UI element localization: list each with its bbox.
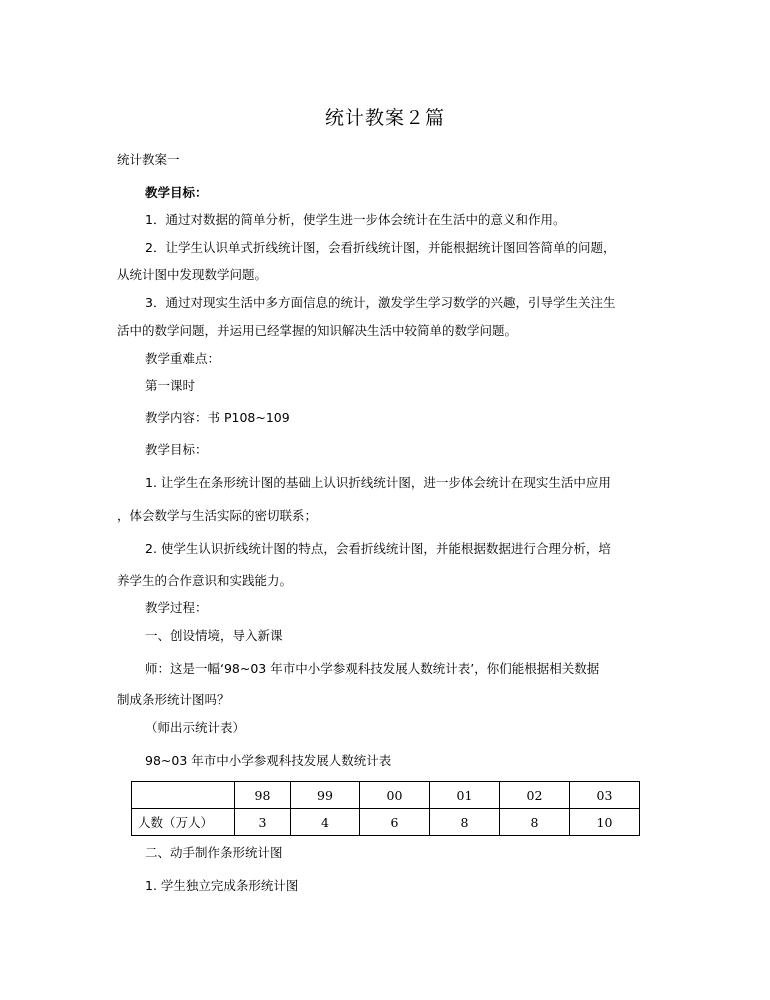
- paragraph-line: 教学重难点：: [145, 351, 221, 366]
- table-cell: 03: [570, 782, 640, 809]
- paragraph-line: 一、创设情境，导入新课: [145, 628, 283, 643]
- paragraph-line: 教学目标：: [145, 442, 208, 457]
- section-heading: 统计教案一: [117, 152, 180, 167]
- table-cell: 8: [430, 809, 500, 836]
- table-header-row: [132, 782, 640, 809]
- table-cell: 3: [235, 809, 291, 836]
- paragraph-line: 活中的数学问题，并运用已经掌握的知识解决生活中较简单的数学问题。: [117, 323, 518, 338]
- paragraph-line: （师出示统计表）: [145, 720, 246, 735]
- paragraph-line: 教学过程：: [145, 600, 208, 615]
- page-title: 统计教案２篇: [324, 107, 445, 129]
- table-cell: 6: [360, 809, 430, 836]
- paragraph-line: 1. 让学生在条形统计图的基础上认识折线统计图，进一步体会统计在现实生活中应用: [145, 475, 611, 490]
- table-cell: 02: [500, 782, 570, 809]
- table-cell: 10: [570, 809, 640, 836]
- table-cell: [132, 782, 235, 809]
- table-row: [132, 809, 640, 836]
- paragraph-line: 从统计图中发现数学问题。: [117, 267, 268, 282]
- paragraph-line: 3．通过对现实生活中多方面信息的统计，激发学生学习数学的兴趣，引导学生关注生: [145, 295, 616, 310]
- paragraph-line: 1．通过对数据的简单分析，使学生进一步体会统计在生活中的意义和作用。: [145, 212, 566, 227]
- table-cell: 98: [235, 782, 291, 809]
- paragraph-line: 2. 使学生认识折线统计图的特点，会看折线统计图，并能根据数据进行合理分析，培: [145, 541, 611, 556]
- paragraph-line: 1. 学生独立完成条形统计图: [145, 878, 299, 893]
- table-cell: 01: [430, 782, 500, 809]
- objectives-heading: 教学目标：: [145, 185, 208, 200]
- paragraph-line: 养学生的合作意识和实践能力。: [117, 573, 293, 588]
- statistics-table: [131, 781, 640, 836]
- paragraph-line: 2．让学生认识单式折线统计图，会看折线统计图，并能根据统计图回答简单的问题，: [145, 240, 616, 255]
- table-caption: 98~03 年市中小学参观科技发展人数统计表: [145, 753, 392, 768]
- paragraph-line: 二、动手制作条形统计图: [145, 845, 283, 860]
- table-row-label: 人数（万人）: [132, 809, 235, 836]
- table-cell: 00: [360, 782, 430, 809]
- table-cell: 8: [500, 809, 570, 836]
- table-cell: 99: [291, 782, 360, 809]
- paragraph-line: 第一课时: [145, 378, 196, 393]
- paragraph-line: 制成条形统计图吗？: [117, 692, 230, 707]
- paragraph-line: 师：这是一幅‘98~03 年市中小学参观科技发展人数统计表’，你们能根据相关数据: [145, 661, 600, 676]
- table-cell: 4: [291, 809, 360, 836]
- paragraph-line: ，体会数学与生活实际的密切联系；: [117, 508, 318, 523]
- paragraph-line: 教学内容：书 P108~109: [145, 410, 290, 425]
